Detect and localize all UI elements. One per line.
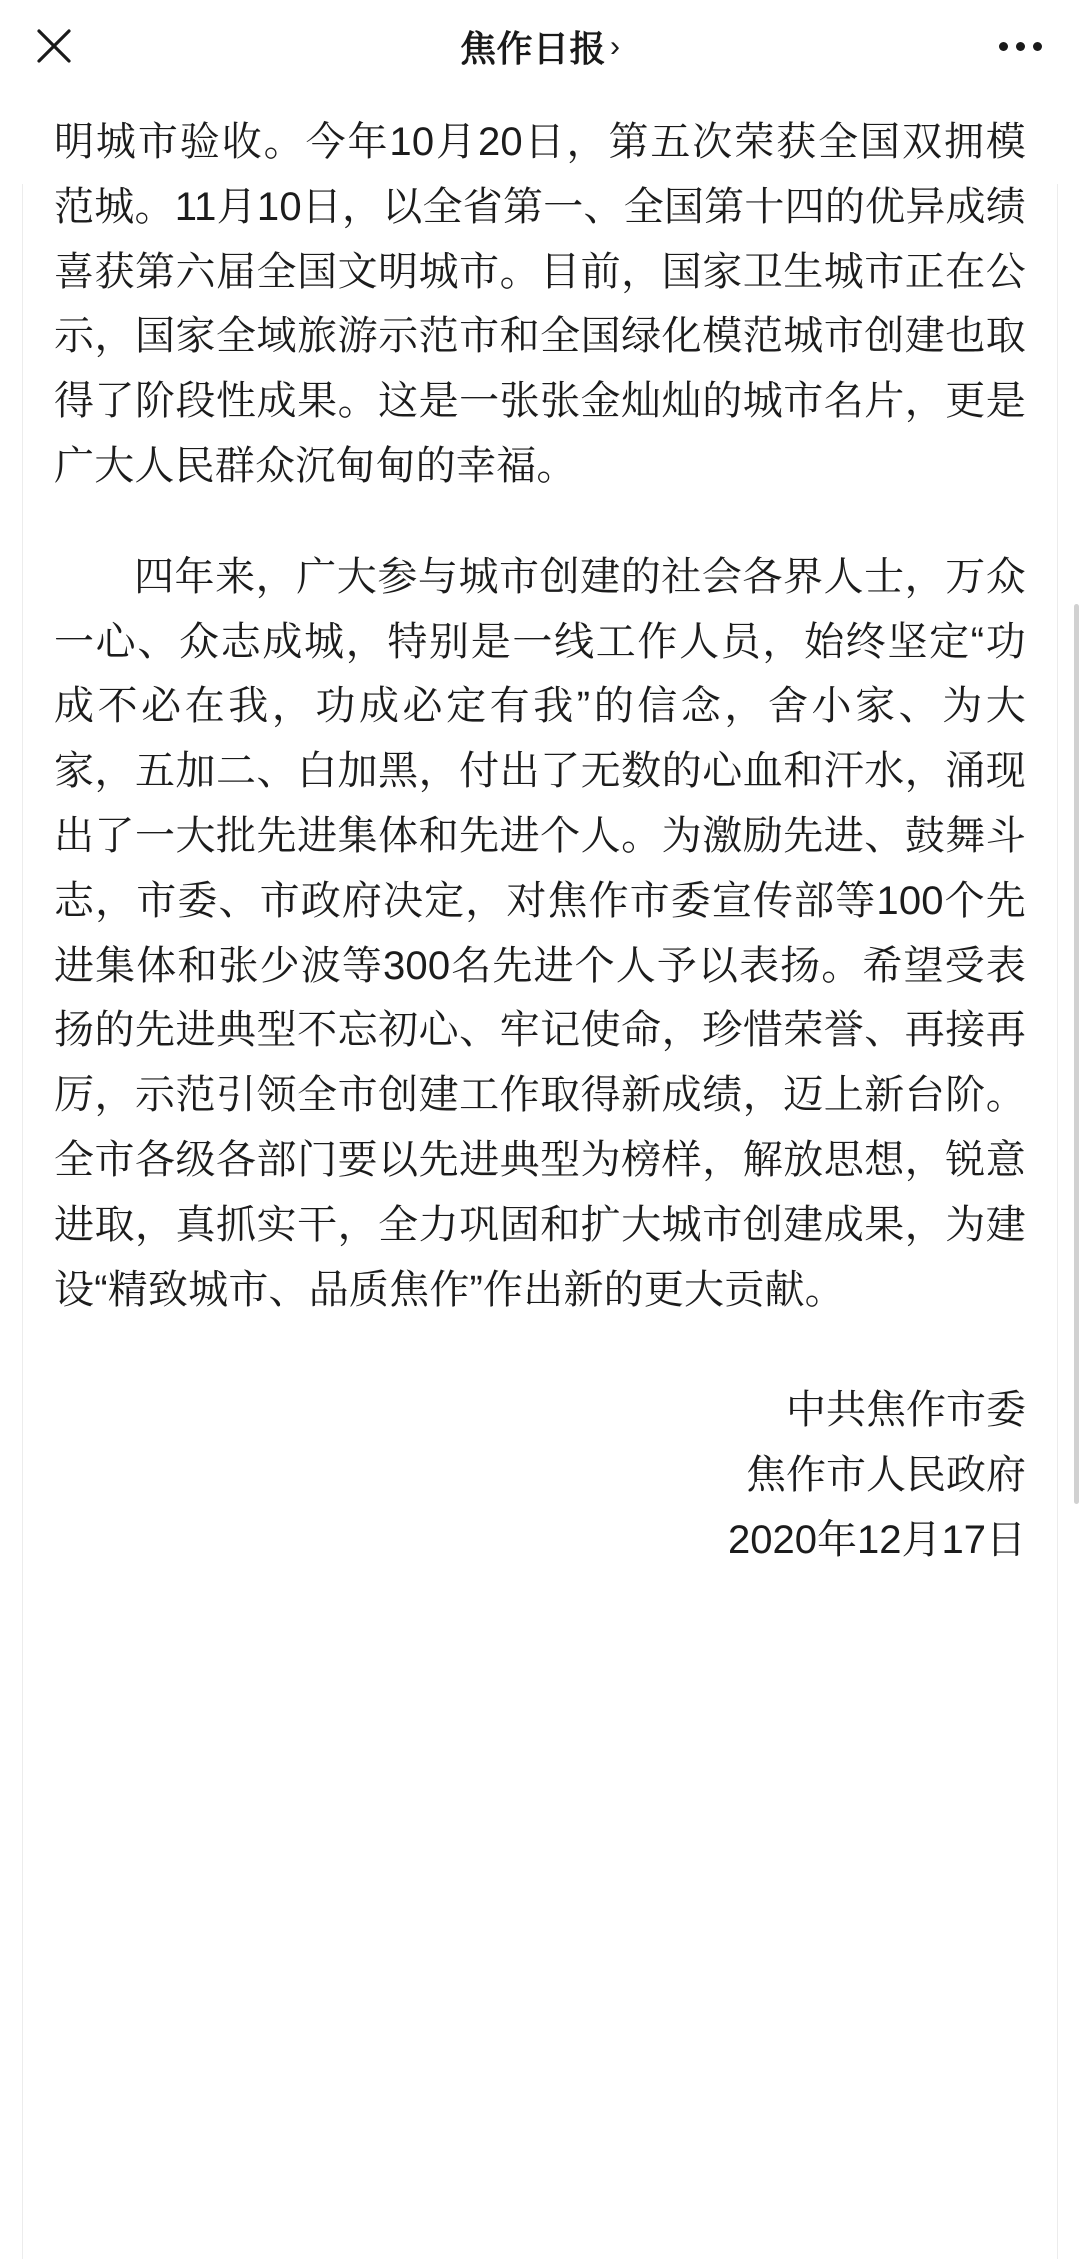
dot-3 [1033,42,1042,51]
more-options-icon[interactable] [988,18,1052,74]
dot-2 [1016,42,1025,51]
page-edge-left [22,184,23,2259]
vertical-scrollbar[interactable] [1074,184,1080,2259]
signature-line: 焦作市人民政府 [746,1453,1026,1498]
page-title: 焦作日报 [459,27,606,69]
dot-1 [999,42,1008,51]
article-body [0,92,1080,1573]
article-paragraph: 明城市验收。今年10月20日，第五次荣获全国双拥模范城。11月10日，以全省第一、全国第十四的优异成绩喜获第六届全国文明城市。目前，国家卫生城市正在公示，国家全域旅游示范市和全国绿化模范城市创建也取得了阶段性成果。这是一张张金灿灿的城市名片，更是广大人民群众沉甸甸的幸福。 [54,120,1026,488]
article-paragraph: 四年来，广大参与城市创建的社会各界人士，万众一心、众志成城，特别是一线工作人员，始终坚定“功成不必在我，功成必定有我”的信念，舍小家、为大家，五加二、白加黑，付出了无数的心血和汗水，涌现出了一大批先进集体和先进个人。为激励先进、鼓舞斗志，市委、市政府决定，对焦作市委宣传部等100个先进集体和张少波等300名先进个人予以表扬。希望受表扬的先进典型不忘初心、牢记使命，珍惜荣誉、再接再厉，示范引领全市创建工作取得新成绩，迈上新台阶。全市各级各部门要以先进典型为榜样，解放思想，锐意进取，真抓实干，全力巩固和扩大城市创建成果，为建设“精致城市、品质焦作”作出新的更大贡献。 [54,554,1026,1312]
signature-block [54,1378,1026,1572]
chevron-right-icon: › [610,30,620,63]
account-title-link[interactable] [460,21,620,72]
page-edge-right [1057,184,1058,2259]
signature-date: 2020年12月17日 [728,1517,1026,1562]
top-navigation-bar [0,0,1080,92]
close-icon[interactable] [26,18,82,74]
signature-line: 中共焦作市委 [786,1388,1026,1433]
article-scroll-area[interactable] [0,92,1080,2259]
paragraph-spacer [54,499,1026,545]
scrollbar-thumb[interactable] [1074,604,1079,1504]
